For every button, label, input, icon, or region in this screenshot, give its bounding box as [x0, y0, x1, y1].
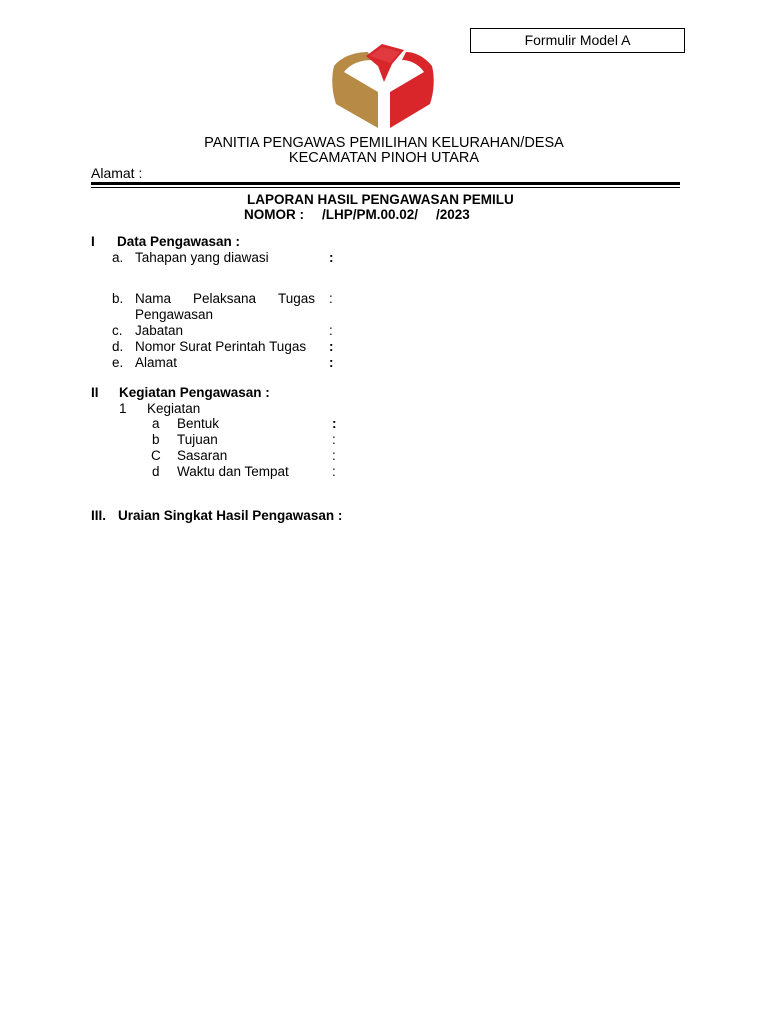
list-item-letter: a. [112, 250, 124, 265]
section-3-title: Uraian Singkat Hasil Pengawasan : [118, 508, 343, 523]
report-number-label: NOMOR : [244, 207, 304, 222]
header-rule-thick [91, 182, 680, 185]
field-colon: : [329, 339, 334, 354]
bawaslu-logo-icon [330, 42, 436, 130]
header-rule-thin [91, 187, 680, 188]
field-colon: : [332, 432, 336, 447]
field-label-sasaran: Sasaran [177, 448, 228, 463]
field-label-word: Tugas [277, 291, 315, 306]
field-colon: : [329, 323, 333, 338]
field-colon: : [329, 250, 334, 265]
list-item-letter: b [152, 432, 160, 447]
field-label-tahapan: Tahapan yang diawasi [135, 250, 269, 265]
list-item-letter: d [152, 464, 160, 479]
field-label-tujuan: Tujuan [177, 432, 218, 447]
field-label-word: Nama [135, 291, 172, 306]
section-3-number: III. [91, 508, 107, 523]
section-1-title: Data Pengawasan : [117, 234, 241, 249]
field-label-cont: Pengawasan [135, 307, 214, 322]
field-label-jabatan: Jabatan [135, 323, 184, 338]
field-label-nomor-surat: Nomor Surat Perintah Tugas [135, 339, 307, 354]
section-2-number: II [91, 385, 99, 400]
list-item-letter: d. [112, 339, 124, 354]
sub-item-title: Kegiatan [147, 401, 201, 416]
org-title-line-2: KECAMATAN PINOH UTARA [288, 150, 480, 166]
report-number-year: /2023 [436, 207, 470, 222]
form-model-label: Formulir Model A [470, 28, 685, 53]
list-item-letter: b. [112, 291, 124, 306]
sub-item-number: 1 [119, 401, 127, 416]
logo-gold-shape [332, 52, 378, 128]
address-label: Alamat : [91, 165, 143, 181]
field-colon: : [329, 355, 334, 370]
field-colon: : [332, 464, 336, 479]
field-label-word: Pelaksana [192, 291, 257, 306]
field-label-nama-pelaksana [135, 291, 315, 306]
report-number-value: /LHP/PM.00.02/ [322, 207, 419, 222]
list-item-letter: e. [112, 355, 124, 370]
section-1-number: I [91, 234, 95, 249]
field-colon: : [332, 448, 336, 463]
list-item-letter: a [152, 416, 160, 431]
report-title: LAPORAN HASIL PENGAWASAN PEMILU [247, 192, 514, 207]
list-item-letter: c. [112, 323, 123, 338]
logo-red-shape [390, 52, 434, 128]
org-title-line-1: PANITIA PENGAWAS PEMILIHAN KELURAHAN/DESA [204, 135, 564, 151]
field-colon: : [329, 291, 333, 306]
field-colon: : [332, 416, 337, 431]
list-item-letter: C [151, 448, 161, 463]
field-label-bentuk: Bentuk [177, 416, 220, 431]
section-2-title: Kegiatan Pengawasan : [119, 385, 270, 400]
field-label-waktu-tempat: Waktu dan Tempat [177, 464, 289, 479]
field-label-alamat: Alamat [135, 355, 178, 370]
